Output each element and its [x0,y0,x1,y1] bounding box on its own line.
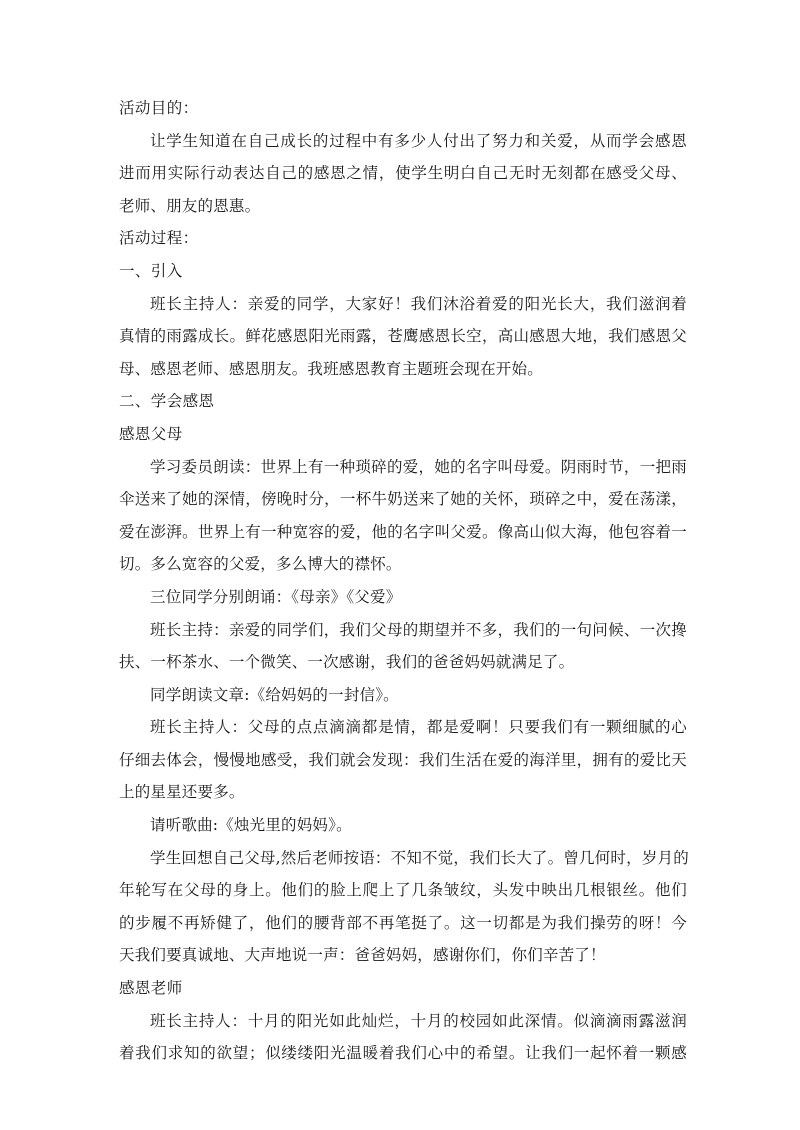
paragraph-line: 年轮写在父母的身上。他们的脸上爬上了几条皱纹，头发中映出几根银丝。他们 [119,881,687,900]
paragraph-line: 伞送来了她的深情，傍晚时分，一杯牛奶送来了她的关怀，琐碎之中，爱在荡漾， [119,490,687,509]
paragraph-line: 同学朗读文章:《给妈妈的一封信》。 [150,685,399,704]
section-heading-purpose: 活动目的： [119,99,199,117]
paragraph-line: 上的星星还要多。 [119,783,245,802]
paragraph-line: 进而用实际行动表达自己的感恩之情，使学生明白自己无时无刻都在感受父母、 [119,164,687,183]
paragraph-line: 班长主持人：父母的点点滴滴都是情，都是爱啊！只要我们有一颗细腻的心 [150,718,687,737]
section-heading-learn-gratitude: 二、学会感恩 [119,392,215,411]
subheading-thank-parents: 感恩父母 [119,424,183,443]
paragraph-line: 切。多么宽容的父爱，多么博大的襟怀。 [119,555,402,574]
paragraph-line: 着我们求知的欲望；似缕缕阳光温暖着我们心中的希望。让我们一起怀着一颗感 [119,1044,687,1063]
section-heading-intro: 一、引入 [119,261,183,280]
paragraph-line: 学习委员朗读：世界上有一种琐碎的爱，她的名字叫母爱。阴雨时节，一把雨 [150,457,687,476]
section-heading-process: 活动过程： [119,229,199,248]
paragraph-line: 扶、一杯茶水、一个微笑、一次感谢，我们的爸爸妈妈就满足了。 [119,653,575,672]
document-page [119,92,687,1070]
subheading-thank-teachers: 感恩老师 [119,979,183,998]
paragraph-line: 学生回想自己父母,然后老师按语：不知不觉，我们长大了。曾几何时，岁月的 [150,848,689,867]
paragraph-line: 爱在澎湃。世界上有一种宽容的爱，他的名字叫父爱。像高山似大海，他包容着一 [119,522,687,541]
paragraph-line: 真情的雨露成长。鲜花感恩阳光雨露，苍鹰感恩长空，高山感恩大地，我们感恩父 [119,327,687,346]
paragraph-line: 母、感恩老师、感恩朋友。我班感恩教育主题班会现在开始。 [119,359,543,378]
paragraph-line: 班长主持人：亲爱的同学，大家好！我们沐浴着爱的阳光长大，我们滋润着 [150,294,687,313]
paragraph-line: 班长主持：亲爱的同学们，我们父母的期望并不多，我们的一句问候、一次搀 [150,620,687,639]
paragraph-line: 三位同学分别朗诵：《母亲》《父爱》 [150,587,402,606]
paragraph-line: 老师、朋友的恩惠。 [119,196,261,215]
paragraph-line: 班长主持人：十月的阳光如此灿烂，十月的校园如此深情。似滴滴雨露滋润 [150,1011,687,1030]
paragraph-line: 请听歌曲:《烛光里的妈妈》。 [150,816,352,835]
paragraph-line: 的步履不再矫健了，他们的腰背部不再笔挺了。这一切都是为我们操劳的呀！今 [119,913,687,932]
paragraph-line: 让学生知道在自己成长的过程中有多少人付出了努力和关爱，从而学会感恩 [150,131,687,150]
paragraph-line: 天我们要真诚地、大声地说一声：爸爸妈妈，感谢你们，你们辛苦了！ [119,946,606,965]
paragraph-line: 仔细去体会，慢慢地感受，我们就会发现：我们生活在爱的海洋里，拥有的爱比天 [119,750,687,769]
